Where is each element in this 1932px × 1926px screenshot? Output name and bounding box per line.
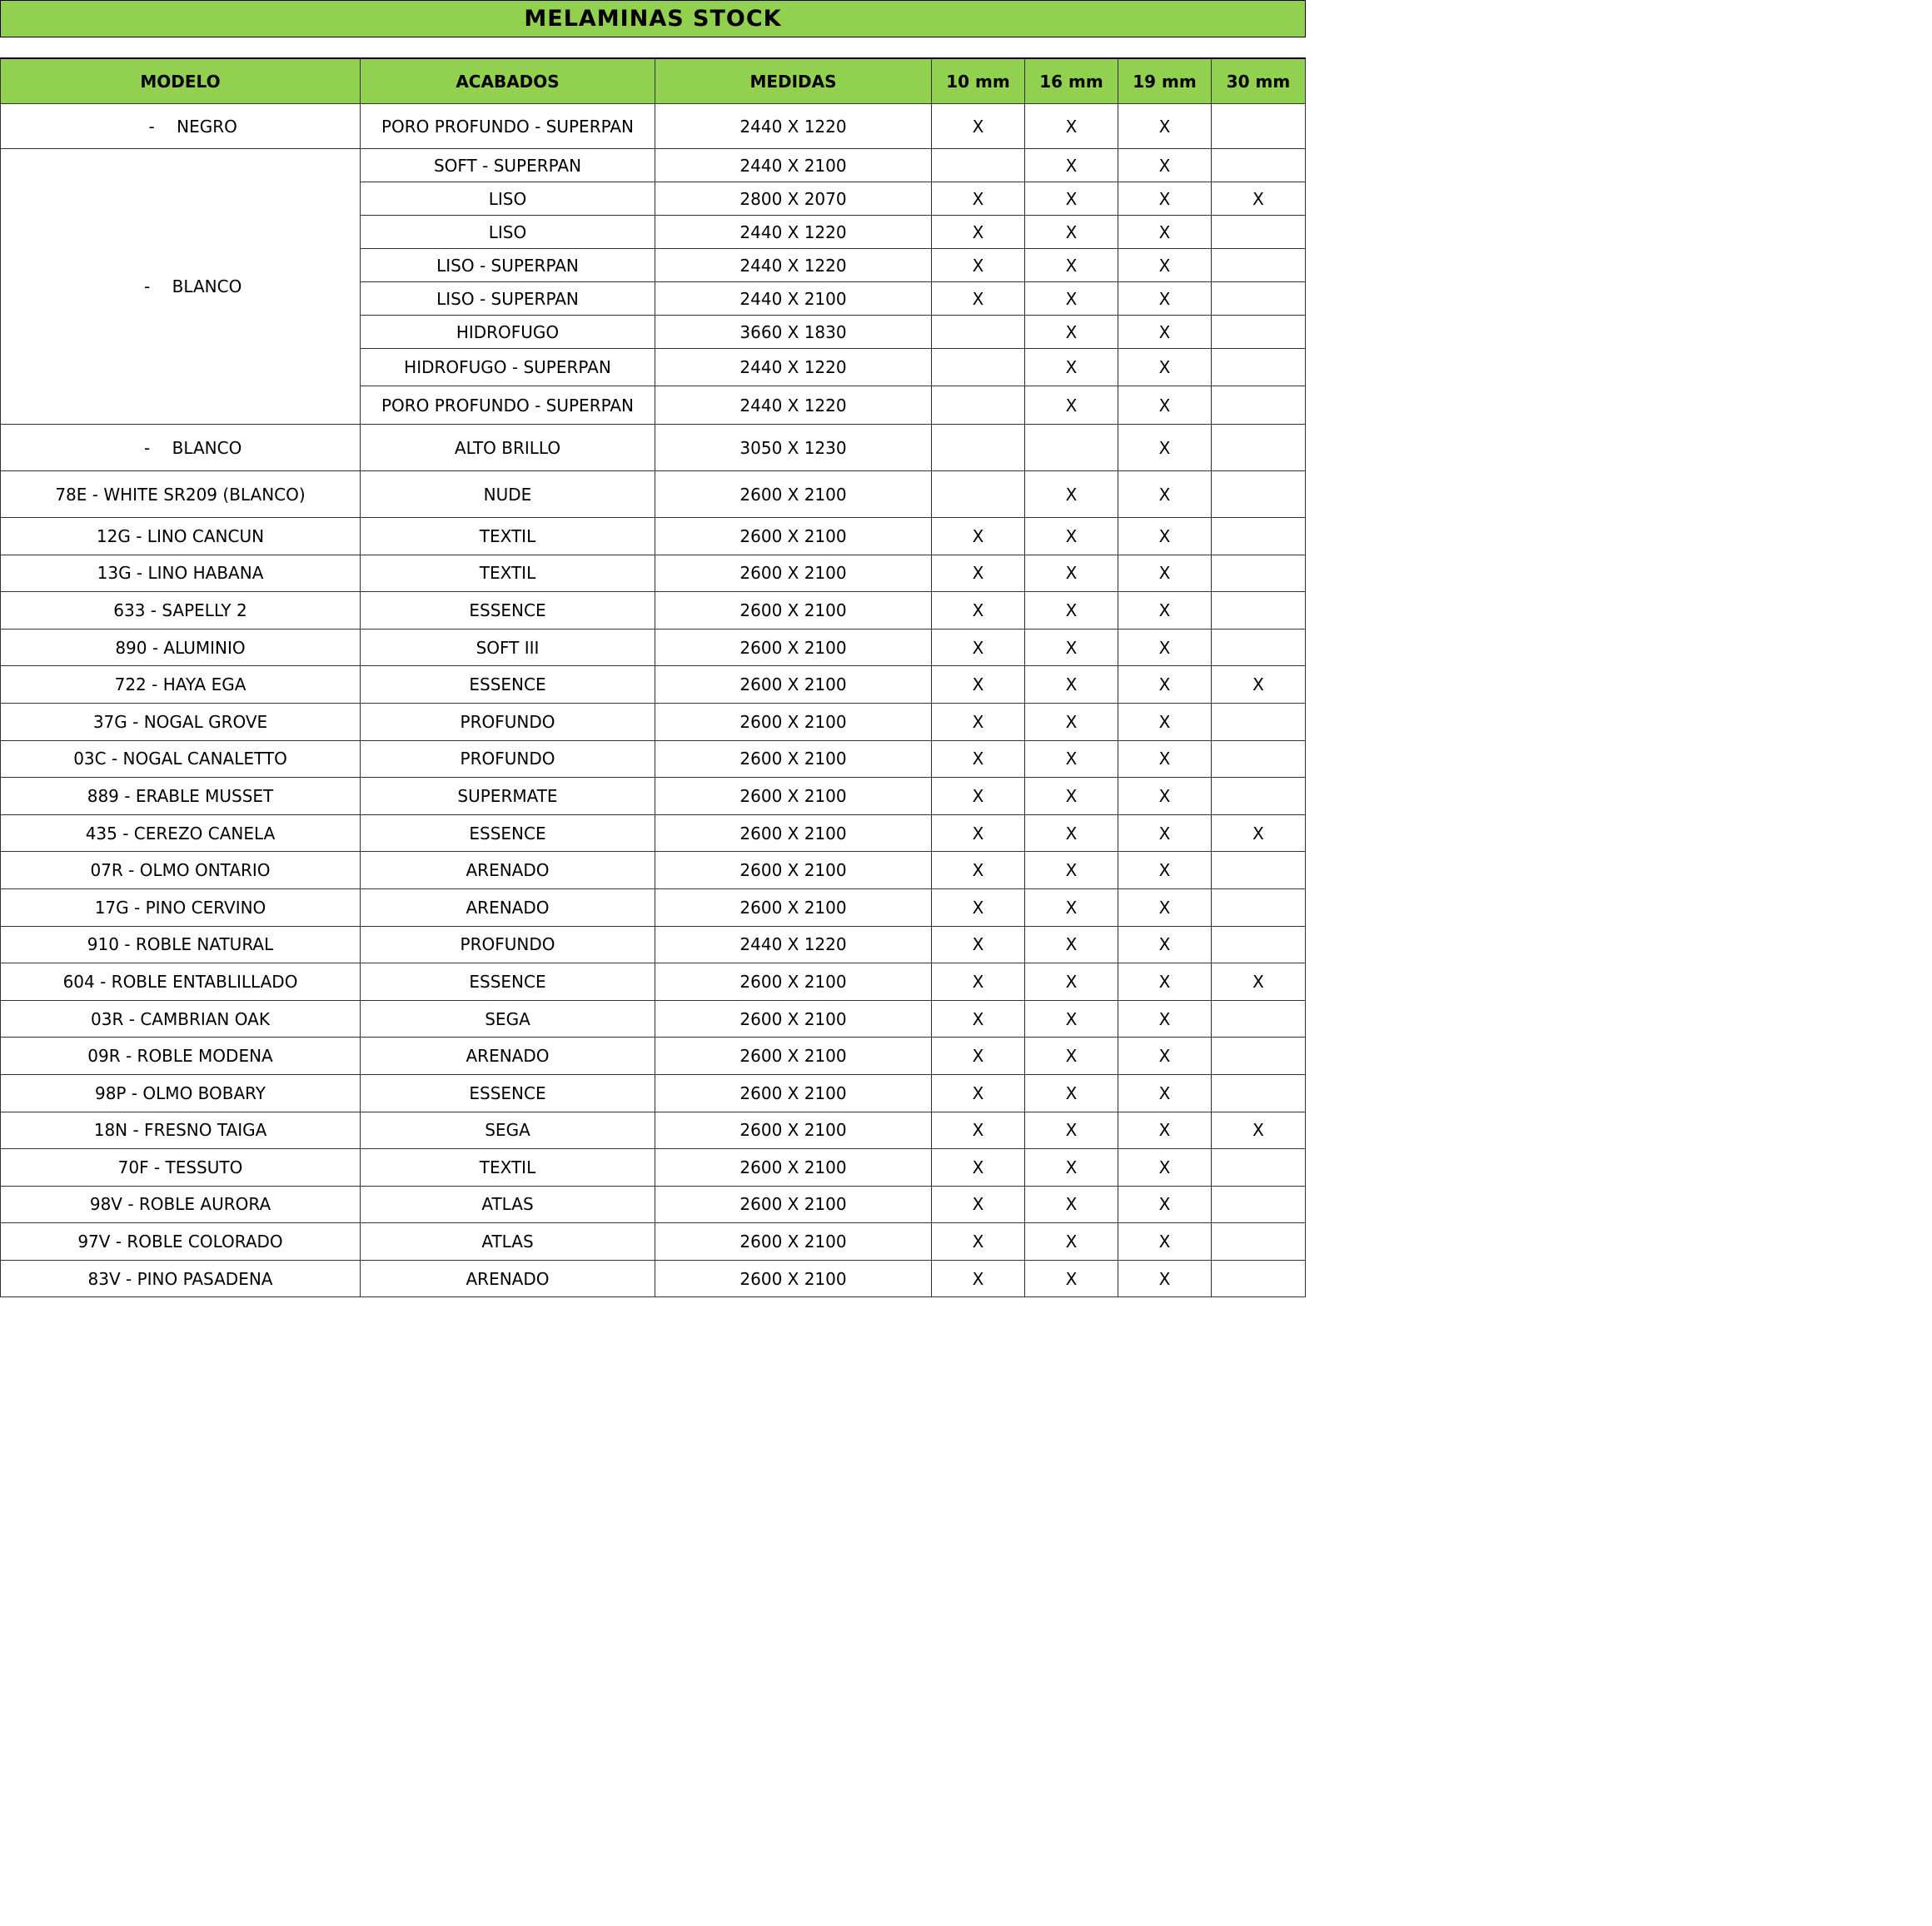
- thickness-30mm-cell: [1212, 1223, 1306, 1261]
- size-cell: 2600 X 2100: [655, 555, 932, 592]
- table-row: [1, 471, 1306, 518]
- table-row: [1, 926, 1306, 963]
- table-row: [1, 778, 1306, 815]
- thickness-10mm-cell: X: [932, 926, 1025, 963]
- model-cell: 12G - LINO CANCUN: [1, 518, 361, 555]
- header-30mm: 30 mm: [1212, 58, 1306, 104]
- finish-cell: TEXTIL: [361, 518, 655, 555]
- stock-table: [0, 57, 1306, 1297]
- table-row: [1, 518, 1306, 555]
- thickness-30mm-cell: [1212, 249, 1306, 282]
- header-acabados: ACABADOS: [361, 58, 655, 104]
- table-row: [1, 1000, 1306, 1038]
- size-cell: 3050 X 1230: [655, 425, 932, 471]
- finish-cell: PROFUNDO: [361, 740, 655, 778]
- table-row: [1, 425, 1306, 471]
- finish-cell: LISO: [361, 216, 655, 249]
- finish-cell: ESSENCE: [361, 814, 655, 852]
- thickness-10mm-cell: X: [932, 1149, 1025, 1187]
- model-cell: 17G - PINO CERVINO: [1, 888, 361, 926]
- thickness-16mm-cell: X: [1025, 182, 1118, 216]
- thickness-16mm-cell: X: [1025, 852, 1118, 889]
- thickness-16mm-cell: X: [1025, 471, 1118, 518]
- thickness-10mm-cell: [932, 386, 1025, 425]
- size-cell: 2600 X 2100: [655, 1260, 932, 1297]
- thickness-10mm-cell: X: [932, 778, 1025, 815]
- size-cell: 2600 X 2100: [655, 703, 932, 740]
- thickness-30mm-cell: [1212, 349, 1306, 386]
- thickness-19mm-cell: X: [1118, 104, 1212, 149]
- model-cell: 03C - NOGAL CANALETTO: [1, 740, 361, 778]
- thickness-19mm-cell: X: [1118, 814, 1212, 852]
- thickness-10mm-cell: X: [932, 888, 1025, 926]
- thickness-10mm-cell: [932, 349, 1025, 386]
- size-cell: 2440 X 1220: [655, 349, 932, 386]
- thickness-16mm-cell: X: [1025, 629, 1118, 666]
- table-row: [1, 703, 1306, 740]
- thickness-16mm-cell: X: [1025, 1260, 1118, 1297]
- model-name: NEGRO: [177, 116, 237, 137]
- thickness-30mm-cell: [1212, 149, 1306, 182]
- thickness-16mm-cell: X: [1025, 1223, 1118, 1261]
- size-cell: 2600 X 2100: [655, 471, 932, 518]
- thickness-30mm-cell: [1212, 216, 1306, 249]
- size-cell: 2600 X 2100: [655, 778, 932, 815]
- thickness-19mm-cell: X: [1118, 703, 1212, 740]
- thickness-30mm-cell: [1212, 629, 1306, 666]
- thickness-30mm-cell: [1212, 852, 1306, 889]
- thickness-19mm-cell: X: [1118, 349, 1212, 386]
- size-cell: 2440 X 1220: [655, 216, 932, 249]
- model-cell: [1, 104, 361, 149]
- thickness-30mm-cell: [1212, 1000, 1306, 1038]
- model-cell: [1, 425, 361, 471]
- thickness-10mm-cell: X: [932, 1000, 1025, 1038]
- size-cell: 2600 X 2100: [655, 1074, 932, 1112]
- size-cell: 2800 X 2070: [655, 182, 932, 216]
- thickness-19mm-cell: X: [1118, 555, 1212, 592]
- thickness-30mm-cell: [1212, 425, 1306, 471]
- thickness-16mm-cell: X: [1025, 666, 1118, 704]
- thickness-19mm-cell: X: [1118, 1186, 1212, 1223]
- table-row: [1, 852, 1306, 889]
- finish-cell: LISO: [361, 182, 655, 216]
- thickness-16mm-cell: X: [1025, 349, 1118, 386]
- thickness-10mm-cell: [932, 316, 1025, 349]
- thickness-19mm-cell: X: [1118, 425, 1212, 471]
- thickness-16mm-cell: X: [1025, 149, 1118, 182]
- thickness-19mm-cell: X: [1118, 629, 1212, 666]
- thickness-10mm-cell: [932, 471, 1025, 518]
- model-cell: 435 - CEREZO CANELA: [1, 814, 361, 852]
- thickness-30mm-cell: [1212, 282, 1306, 316]
- thickness-16mm-cell: X: [1025, 703, 1118, 740]
- thickness-16mm-cell: X: [1025, 386, 1118, 425]
- thickness-16mm-cell: X: [1025, 518, 1118, 555]
- model-cell: 604 - ROBLE ENTABLILLADO: [1, 963, 361, 1001]
- thickness-10mm-cell: X: [932, 1038, 1025, 1075]
- thickness-10mm-cell: [932, 149, 1025, 182]
- finish-cell: NUDE: [361, 471, 655, 518]
- thickness-19mm-cell: X: [1118, 182, 1212, 216]
- finish-cell: PROFUNDO: [361, 703, 655, 740]
- size-cell: 2600 X 2100: [655, 1223, 932, 1261]
- finish-cell: HIDROFUGO - SUPERPAN: [361, 349, 655, 386]
- size-cell: 2600 X 2100: [655, 888, 932, 926]
- size-cell: 2440 X 1220: [655, 249, 932, 282]
- finish-cell: ALTO BRILLO: [361, 425, 655, 471]
- finish-cell: SEGA: [361, 1112, 655, 1149]
- size-cell: 2600 X 2100: [655, 666, 932, 704]
- thickness-19mm-cell: X: [1118, 386, 1212, 425]
- model-cell: 18N - FRESNO TAIGA: [1, 1112, 361, 1149]
- thickness-16mm-cell: X: [1025, 592, 1118, 630]
- header-row: [1, 58, 1306, 104]
- thickness-19mm-cell: X: [1118, 778, 1212, 815]
- thickness-19mm-cell: X: [1118, 518, 1212, 555]
- finish-cell: ARENADO: [361, 1260, 655, 1297]
- thickness-10mm-cell: X: [932, 740, 1025, 778]
- thickness-30mm-cell: [1212, 1149, 1306, 1187]
- finish-cell: PORO PROFUNDO - SUPERPAN: [361, 386, 655, 425]
- thickness-16mm-cell: X: [1025, 963, 1118, 1001]
- size-cell: 2600 X 2100: [655, 629, 932, 666]
- size-cell: 2600 X 2100: [655, 1038, 932, 1075]
- size-cell: 2600 X 2100: [655, 1149, 932, 1187]
- table-row: [1, 963, 1306, 1001]
- thickness-30mm-cell: X: [1212, 182, 1306, 216]
- finish-cell: ESSENCE: [361, 1074, 655, 1112]
- thickness-10mm-cell: X: [932, 1074, 1025, 1112]
- thickness-30mm-cell: X: [1212, 1112, 1306, 1149]
- thickness-30mm-cell: X: [1212, 666, 1306, 704]
- thickness-16mm-cell: X: [1025, 814, 1118, 852]
- thickness-19mm-cell: X: [1118, 852, 1212, 889]
- thickness-19mm-cell: X: [1118, 888, 1212, 926]
- table-row: [1, 1149, 1306, 1187]
- finish-cell: ESSENCE: [361, 963, 655, 1001]
- thickness-30mm-cell: [1212, 740, 1306, 778]
- model-cell: 70F - TESSUTO: [1, 1149, 361, 1187]
- thickness-10mm-cell: X: [932, 629, 1025, 666]
- size-cell: 2600 X 2100: [655, 814, 932, 852]
- thickness-16mm-cell: X: [1025, 316, 1118, 349]
- sheet-title: MELAMINAS STOCK: [0, 0, 1306, 37]
- model-cell: 97V - ROBLE COLORADO: [1, 1223, 361, 1261]
- finish-cell: SOFT III: [361, 629, 655, 666]
- thickness-10mm-cell: X: [932, 216, 1025, 249]
- thickness-30mm-cell: [1212, 703, 1306, 740]
- table-row: [1, 740, 1306, 778]
- finish-cell: PORO PROFUNDO - SUPERPAN: [361, 104, 655, 149]
- thickness-30mm-cell: [1212, 1074, 1306, 1112]
- spacer-row: [0, 37, 1304, 57]
- thickness-30mm-cell: [1212, 316, 1306, 349]
- header-modelo: MODELO: [1, 58, 361, 104]
- model-prefix: -: [148, 116, 155, 137]
- thickness-30mm-cell: [1212, 386, 1306, 425]
- table-row: [1, 592, 1306, 630]
- thickness-10mm-cell: X: [932, 182, 1025, 216]
- thickness-19mm-cell: X: [1118, 1038, 1212, 1075]
- thickness-30mm-cell: [1212, 104, 1306, 149]
- finish-cell: ATLAS: [361, 1223, 655, 1261]
- table-row: [1, 1186, 1306, 1223]
- thickness-10mm-cell: X: [932, 814, 1025, 852]
- thickness-19mm-cell: X: [1118, 1260, 1212, 1297]
- thickness-19mm-cell: X: [1118, 740, 1212, 778]
- table-body: [1, 104, 1306, 1297]
- size-cell: 2440 X 1220: [655, 386, 932, 425]
- model-cell: 890 - ALUMINIO: [1, 629, 361, 666]
- size-cell: 2600 X 2100: [655, 1112, 932, 1149]
- thickness-16mm-cell: X: [1025, 555, 1118, 592]
- table-row: [1, 1223, 1306, 1261]
- size-cell: 2600 X 2100: [655, 740, 932, 778]
- finish-cell: ESSENCE: [361, 592, 655, 630]
- thickness-19mm-cell: X: [1118, 471, 1212, 518]
- thickness-30mm-cell: [1212, 592, 1306, 630]
- finish-cell: HIDROFUGO: [361, 316, 655, 349]
- model-cell: 889 - ERABLE MUSSET: [1, 778, 361, 815]
- thickness-30mm-cell: X: [1212, 963, 1306, 1001]
- thickness-16mm-cell: X: [1025, 1038, 1118, 1075]
- model-cell: 37G - NOGAL GROVE: [1, 703, 361, 740]
- header-16mm: 16 mm: [1025, 58, 1118, 104]
- model-cell: 98P - OLMO BOBARY: [1, 1074, 361, 1112]
- thickness-16mm-cell: X: [1025, 104, 1118, 149]
- size-cell: 3660 X 1830: [655, 316, 932, 349]
- thickness-19mm-cell: X: [1118, 1223, 1212, 1261]
- thickness-16mm-cell: X: [1025, 1186, 1118, 1223]
- thickness-16mm-cell: X: [1025, 216, 1118, 249]
- finish-cell: LISO - SUPERPAN: [361, 282, 655, 316]
- thickness-16mm-cell: X: [1025, 249, 1118, 282]
- table-row: [1, 888, 1306, 926]
- thickness-10mm-cell: X: [932, 1186, 1025, 1223]
- table-row: [1, 555, 1306, 592]
- model-cell: 83V - PINO PASADENA: [1, 1260, 361, 1297]
- size-cell: 2440 X 2100: [655, 149, 932, 182]
- table-row: [1, 666, 1306, 704]
- thickness-30mm-cell: [1212, 778, 1306, 815]
- thickness-16mm-cell: [1025, 425, 1118, 471]
- model-name: BLANCO: [172, 276, 242, 296]
- table-row: [1, 1112, 1306, 1149]
- model-cell: 910 - ROBLE NATURAL: [1, 926, 361, 963]
- size-cell: 2440 X 2100: [655, 282, 932, 316]
- table-row: [1, 104, 1306, 149]
- size-cell: 2440 X 1220: [655, 104, 932, 149]
- table-row: [1, 814, 1306, 852]
- finish-cell: ARENADO: [361, 1038, 655, 1075]
- size-cell: 2600 X 2100: [655, 1000, 932, 1038]
- thickness-16mm-cell: X: [1025, 1112, 1118, 1149]
- finish-cell: LISO - SUPERPAN: [361, 249, 655, 282]
- thickness-19mm-cell: X: [1118, 316, 1212, 349]
- thickness-16mm-cell: X: [1025, 888, 1118, 926]
- thickness-30mm-cell: [1212, 926, 1306, 963]
- thickness-10mm-cell: X: [932, 1112, 1025, 1149]
- table-row: [1, 629, 1306, 666]
- thickness-10mm-cell: X: [932, 592, 1025, 630]
- thickness-30mm-cell: X: [1212, 814, 1306, 852]
- model-cell: 13G - LINO HABANA: [1, 555, 361, 592]
- thickness-30mm-cell: [1212, 1038, 1306, 1075]
- size-cell: 2600 X 2100: [655, 518, 932, 555]
- size-cell: 2600 X 2100: [655, 852, 932, 889]
- header-10mm: 10 mm: [932, 58, 1025, 104]
- thickness-16mm-cell: X: [1025, 1074, 1118, 1112]
- model-prefix: -: [144, 437, 151, 458]
- thickness-10mm-cell: X: [932, 666, 1025, 704]
- finish-cell: SUPERMATE: [361, 778, 655, 815]
- thickness-19mm-cell: X: [1118, 926, 1212, 963]
- size-cell: 2600 X 2100: [655, 963, 932, 1001]
- thickness-19mm-cell: X: [1118, 592, 1212, 630]
- size-cell: 2600 X 2100: [655, 1186, 932, 1223]
- table-row: [1, 1038, 1306, 1075]
- thickness-19mm-cell: X: [1118, 1000, 1212, 1038]
- size-cell: 2600 X 2100: [655, 592, 932, 630]
- thickness-10mm-cell: X: [932, 555, 1025, 592]
- thickness-30mm-cell: [1212, 518, 1306, 555]
- size-cell: 2440 X 1220: [655, 926, 932, 963]
- finish-cell: ESSENCE: [361, 666, 655, 704]
- thickness-19mm-cell: X: [1118, 1149, 1212, 1187]
- thickness-19mm-cell: X: [1118, 666, 1212, 704]
- thickness-10mm-cell: X: [932, 249, 1025, 282]
- thickness-30mm-cell: [1212, 1186, 1306, 1223]
- model-cell: [1, 149, 361, 425]
- thickness-30mm-cell: [1212, 1260, 1306, 1297]
- thickness-19mm-cell: X: [1118, 216, 1212, 249]
- header-19mm: 19 mm: [1118, 58, 1212, 104]
- thickness-10mm-cell: X: [932, 1223, 1025, 1261]
- model-cell: 98V - ROBLE AURORA: [1, 1186, 361, 1223]
- finish-cell: ATLAS: [361, 1186, 655, 1223]
- finish-cell: ARENADO: [361, 888, 655, 926]
- thickness-10mm-cell: X: [932, 1260, 1025, 1297]
- thickness-19mm-cell: X: [1118, 963, 1212, 1001]
- header-medidas: MEDIDAS: [655, 58, 932, 104]
- thickness-10mm-cell: X: [932, 963, 1025, 1001]
- finish-cell: PROFUNDO: [361, 926, 655, 963]
- model-cell: 09R - ROBLE MODENA: [1, 1038, 361, 1075]
- finish-cell: TEXTIL: [361, 555, 655, 592]
- table-row: [1, 1074, 1306, 1112]
- model-cell: 722 - HAYA EGA: [1, 666, 361, 704]
- thickness-16mm-cell: X: [1025, 926, 1118, 963]
- table-row: [1, 1260, 1306, 1297]
- model-cell: 07R - OLMO ONTARIO: [1, 852, 361, 889]
- thickness-16mm-cell: X: [1025, 1000, 1118, 1038]
- thickness-16mm-cell: X: [1025, 1149, 1118, 1187]
- thickness-10mm-cell: X: [932, 282, 1025, 316]
- thickness-10mm-cell: [932, 425, 1025, 471]
- thickness-19mm-cell: X: [1118, 249, 1212, 282]
- thickness-19mm-cell: X: [1118, 1112, 1212, 1149]
- finish-cell: SOFT - SUPERPAN: [361, 149, 655, 182]
- finish-cell: TEXTIL: [361, 1149, 655, 1187]
- thickness-19mm-cell: X: [1118, 1074, 1212, 1112]
- model-cell: 03R - CAMBRIAN OAK: [1, 1000, 361, 1038]
- thickness-19mm-cell: X: [1118, 149, 1212, 182]
- thickness-30mm-cell: [1212, 555, 1306, 592]
- finish-cell: ARENADO: [361, 852, 655, 889]
- thickness-30mm-cell: [1212, 471, 1306, 518]
- thickness-10mm-cell: X: [932, 518, 1025, 555]
- thickness-10mm-cell: X: [932, 852, 1025, 889]
- thickness-16mm-cell: X: [1025, 778, 1118, 815]
- model-name: BLANCO: [172, 437, 242, 458]
- finish-cell: SEGA: [361, 1000, 655, 1038]
- model-cell: 633 - SAPELLY 2: [1, 592, 361, 630]
- model-prefix: -: [144, 276, 151, 296]
- thickness-10mm-cell: X: [932, 703, 1025, 740]
- thickness-19mm-cell: X: [1118, 282, 1212, 316]
- thickness-16mm-cell: X: [1025, 282, 1118, 316]
- table-row: [1, 149, 1306, 182]
- thickness-10mm-cell: X: [932, 104, 1025, 149]
- thickness-16mm-cell: X: [1025, 740, 1118, 778]
- thickness-30mm-cell: [1212, 888, 1306, 926]
- model-cell: 78E - WHITE SR209 (BLANCO): [1, 471, 361, 518]
